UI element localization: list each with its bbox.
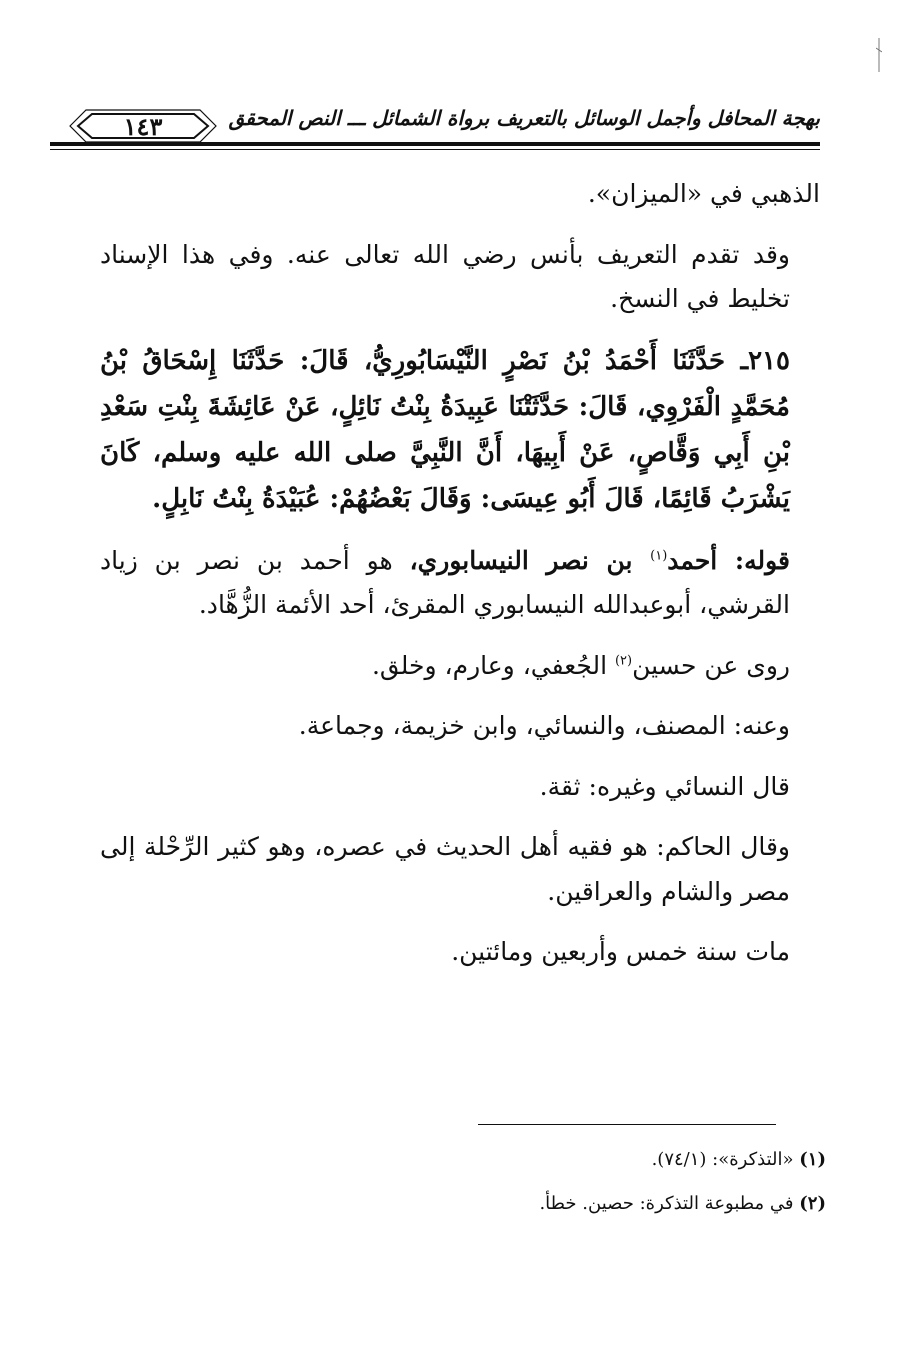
- hadith-215: ٢١٥ـ حَدَّثَنَا أَحْمَدُ بْنُ نَصْرٍ النَّيْسَابُورِيُّ، قَالَ: حَدَّثَنَا إِسْحَاقُ بْنُ مُحَمَّدٍ الْفَرْوِي، قَالَ: حَدَّثَتْنَا عَبِيدَةُ بِنْتُ نَائِلٍ، عَنْ عَائِشَةَ بِنْتِ سَعْدِ بْنِ أَبِي وَقَّاصٍ، عَنْ أَبِيهَا، أَنَّ النَّبِيَّ صلى الله عليه وسلم، كَانَ يَشْرَبُ قَائِمًا، قَالَ أَبُو عِيسَى: وَقَالَ بَعْضُهُمْ: عُبَيْدَةُ بِنْتُ نَابِلٍ.: [100, 345, 790, 515]
- term-lead: قوله: أحمد: [667, 545, 791, 575]
- footnote-number: (١): [799, 1149, 826, 1170]
- margin-mark: [876, 38, 882, 72]
- footnote-1: [326, 1142, 826, 1178]
- footnote-text: «التذكرة»: (٧٤/١).: [651, 1149, 794, 1170]
- term-explanation: هو أحمد بن نصر بن زياد القرشي، أبوعبدالله النيسابوري المقرئ، أحد الأئمة الزُّهَّاد.: [100, 545, 790, 620]
- footnote-ref-1[interactable]: (١): [650, 548, 668, 564]
- paragraph-death: مات سنة خمس وأربعين ومائتين.: [451, 937, 790, 967]
- paragraph-narrated-from: [100, 644, 820, 689]
- narrated-before: روى عن حسين: [632, 650, 790, 680]
- footnote-number: (٢): [799, 1193, 826, 1214]
- paragraph-ahmad: [100, 539, 820, 628]
- narrated-after: الجُعفي، وعارم، وخلق.: [371, 650, 615, 680]
- paragraph-mizan: الذهبي في «الميزان».: [587, 179, 820, 208]
- header-title: بهجة المحافل وأجمل الوسائل بالتعريف برواة الشمائل ـــ النص المحقق: [228, 106, 820, 130]
- header-rule-thin: [50, 149, 820, 150]
- running-header: [50, 96, 820, 162]
- term-name: بن نصر النيسابوري،: [409, 545, 651, 575]
- paragraph-anas: وقد تقدم التعريف بأنس رضي الله تعالى عنه. وفي هذا الإسناد تخليط في النسخ.: [100, 239, 790, 313]
- paragraph-hakim: وقال الحاكم: هو فقيه أهل الحديث في عصره، وهو كثير الرِّحْلة إلى مصر والشام والعراقين.: [100, 832, 790, 906]
- footnote-text: في مطبوعة التذكرة: حصين. خطأ.: [539, 1193, 794, 1214]
- footnote-2: [326, 1186, 826, 1222]
- paragraph-nasai: قال النسائي وغيره: ثقة.: [539, 771, 790, 801]
- header-rule-thick: [50, 142, 820, 146]
- paragraph-students: وعنه: المصنف، والنسائي، وابن خزيمة، وجماعة.: [298, 711, 790, 741]
- page-number-ornament: [68, 108, 218, 144]
- footnote-separator: [478, 1124, 776, 1125]
- footnote-ref-2[interactable]: (٢): [614, 653, 633, 669]
- footnotes: [326, 1142, 826, 1230]
- main-text: [100, 172, 820, 991]
- page-number: ١٤٣: [123, 112, 163, 141]
